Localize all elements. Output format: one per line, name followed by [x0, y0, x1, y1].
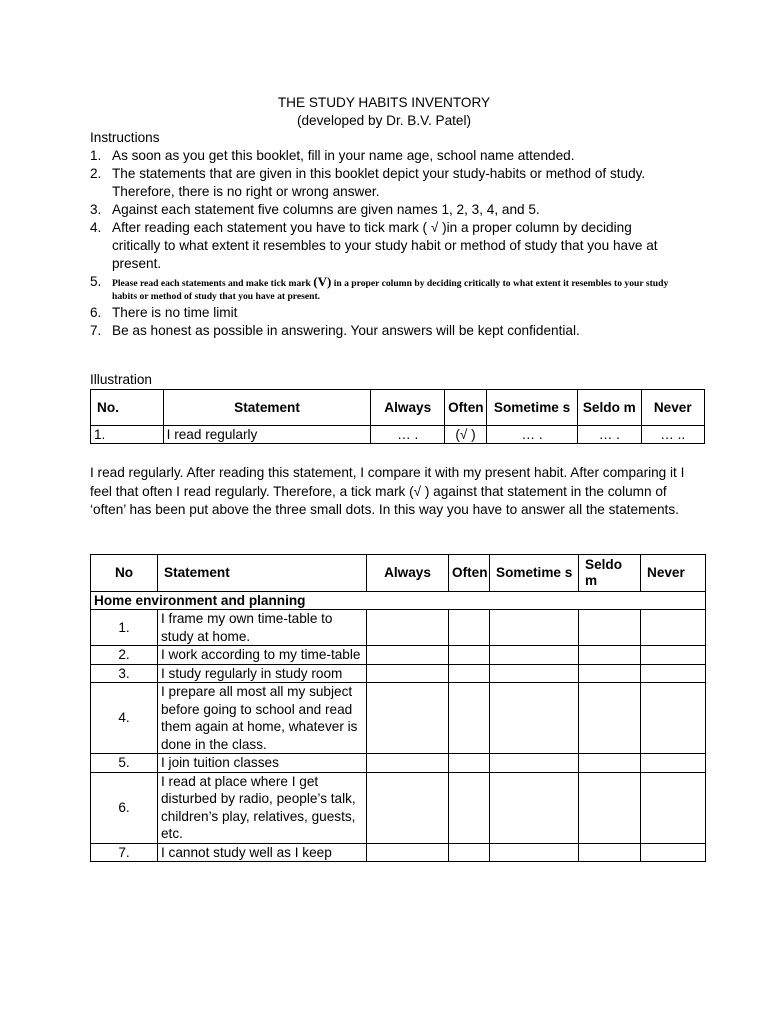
instruction-number: 7. [90, 323, 102, 338]
answer-cell-never[interactable] [641, 843, 706, 862]
answer-cell-sometimes[interactable] [490, 610, 579, 646]
answer-cell-always[interactable] [367, 754, 449, 773]
answer-cell-sometimes[interactable] [490, 646, 579, 665]
table-row [91, 843, 706, 862]
answer-cell-always[interactable] [367, 610, 449, 646]
answer-cell-often[interactable] [449, 610, 490, 646]
cell-statement: I read regularly [163, 426, 371, 444]
cell-statement: I prepare all most all my subject before going to school and read them again at home, whatever is done in the class. [158, 683, 367, 754]
table-row [91, 772, 706, 843]
instruction-item [90, 201, 680, 219]
cell-no: 1. [91, 610, 158, 646]
instruction-number: 1. [90, 148, 102, 163]
explanation-paragraph: I read regularly. After reading this statement, I compare it with my present habit. After comparing it I feel that often I read regularly. Therefore, a tick mark (√ ) against that statement in the column of ‘often’ has been put above the three small dots. In this way you have to answer all the statements. [90, 465, 685, 517]
instruction-text: The statements that are given in this booklet depict your study-habits or method of study. Therefore, there is no right or wrong answer. [112, 166, 646, 199]
instruction-text: As soon as you get this booklet, fill in your name age, school name attended. [112, 148, 575, 163]
instruction-number: 3. [90, 202, 102, 217]
section-heading: Home environment and planning [91, 592, 706, 610]
cell-no: 1. [91, 426, 164, 444]
cell-always: … . [371, 426, 445, 444]
cell-never: … .. [641, 426, 704, 444]
inventory-table [90, 554, 706, 862]
instruction-item [90, 322, 680, 340]
answer-cell-always[interactable] [367, 843, 449, 862]
table-row [91, 754, 706, 773]
answer-cell-never[interactable] [641, 772, 706, 843]
header-never: Never [641, 555, 706, 592]
header-statement: Statement [163, 390, 371, 426]
title-line-2: (developed by Dr. B.V. Patel) [296, 113, 472, 128]
header-statement: Statement [158, 555, 367, 592]
cell-no: 3. [91, 664, 158, 683]
cell-sometimes: … . [487, 426, 578, 444]
header-often: Often [449, 555, 490, 592]
instructions-heading: Instructions [90, 130, 160, 145]
cell-no: 6. [91, 772, 158, 843]
table-header-row [91, 390, 705, 426]
answer-cell-sometimes[interactable] [490, 843, 579, 862]
answer-cell-sometimes[interactable] [490, 754, 579, 773]
answer-cell-never[interactable] [641, 646, 706, 665]
answer-cell-seldom[interactable] [579, 610, 641, 646]
cell-no: 7. [91, 843, 158, 862]
answer-cell-never[interactable] [641, 683, 706, 754]
document-title [0, 94, 768, 130]
cell-statement: I study regularly in study room [158, 664, 367, 683]
answer-cell-often[interactable] [449, 683, 490, 754]
cell-no: 5. [91, 754, 158, 773]
answer-cell-always[interactable] [367, 664, 449, 683]
answer-cell-often[interactable] [449, 646, 490, 665]
instruction-item [90, 304, 680, 322]
tick-mark-symbol: (V) [313, 274, 332, 289]
answer-cell-seldom[interactable] [579, 772, 641, 843]
instruction-item [90, 165, 680, 201]
header-no: No. [91, 390, 164, 426]
instruction-text-part: Please read each statements and make tick mark [112, 278, 314, 289]
answer-cell-seldom[interactable] [579, 664, 641, 683]
header-sometimes: Sometime s [487, 390, 578, 426]
instruction-item [90, 219, 680, 273]
cell-statement: I read at place where I get disturbed by radio, people’s talk, children’s play, relatives, guests, etc. [158, 772, 367, 843]
instruction-text: After reading each statement you have to tick mark ( √ )in a proper column by deciding critically to what extent it resembles to your study habit or method of study that you have at present. [112, 220, 658, 271]
cell-no: 2. [91, 646, 158, 665]
cell-statement: I work according to my time-table [158, 646, 367, 665]
header-no: No [91, 555, 158, 592]
header-always: Always [371, 390, 445, 426]
answer-cell-always[interactable] [367, 772, 449, 843]
instruction-number: 5. [90, 274, 102, 289]
instruction-number: 2. [90, 166, 102, 181]
answer-cell-always[interactable] [367, 646, 449, 665]
title-line-1: THE STUDY HABITS INVENTORY [277, 95, 491, 110]
answer-cell-never[interactable] [641, 754, 706, 773]
answer-cell-sometimes[interactable] [490, 683, 579, 754]
instruction-number: 6. [90, 305, 102, 320]
answer-cell-often[interactable] [449, 754, 490, 773]
table-row [91, 683, 706, 754]
instruction-item [90, 147, 680, 165]
instructions-section [90, 129, 680, 340]
instruction-item [90, 275, 680, 303]
instruction-text: Be as honest as possible in answering. Your answers will be kept confidential. [112, 323, 580, 338]
answer-cell-never[interactable] [641, 610, 706, 646]
answer-cell-sometimes[interactable] [490, 772, 579, 843]
section-row [91, 592, 706, 610]
answer-cell-seldom[interactable] [579, 843, 641, 862]
instruction-text: Against each statement five columns are given names 1, 2, 3, 4, and 5. [112, 202, 540, 217]
instruction-text: There is no time limit [112, 305, 238, 320]
header-seldom: Seldo m [579, 555, 641, 592]
illustration-label: Illustration [90, 372, 152, 387]
instruction-number: 4. [90, 220, 102, 235]
answer-cell-sometimes[interactable] [490, 664, 579, 683]
table-row [91, 646, 706, 665]
answer-cell-often[interactable] [449, 772, 490, 843]
illustration-table [90, 389, 705, 444]
table-row [91, 426, 705, 444]
answer-cell-seldom[interactable] [579, 683, 641, 754]
cell-statement: I frame my own time-table to study at home. [158, 610, 367, 646]
answer-cell-often[interactable] [449, 843, 490, 862]
instruction-text [112, 275, 680, 303]
header-seldom: Seldo m [578, 390, 641, 426]
header-sometimes: Sometime s [490, 555, 579, 592]
answer-cell-never[interactable] [641, 664, 706, 683]
table-header-row [91, 555, 706, 592]
answer-cell-seldom[interactable] [579, 646, 641, 665]
cell-statement: I join tuition classes [158, 754, 367, 773]
cell-no: 4. [91, 683, 158, 754]
cell-often-tick: (√ ) [445, 426, 487, 444]
answer-cell-seldom[interactable] [579, 754, 641, 773]
instruction-text-part: in a proper column by deciding critically to what extent it resembles to your study habits or method of study that you have at present. [112, 278, 669, 302]
answer-cell-always[interactable] [367, 683, 449, 754]
table-row [91, 664, 706, 683]
table-row [91, 610, 706, 646]
header-often: Often [445, 390, 487, 426]
cell-statement: I cannot study well as I keep [158, 843, 367, 862]
header-always: Always [367, 555, 449, 592]
cell-seldom: … . [578, 426, 641, 444]
header-never: Never [641, 390, 704, 426]
answer-cell-often[interactable] [449, 664, 490, 683]
